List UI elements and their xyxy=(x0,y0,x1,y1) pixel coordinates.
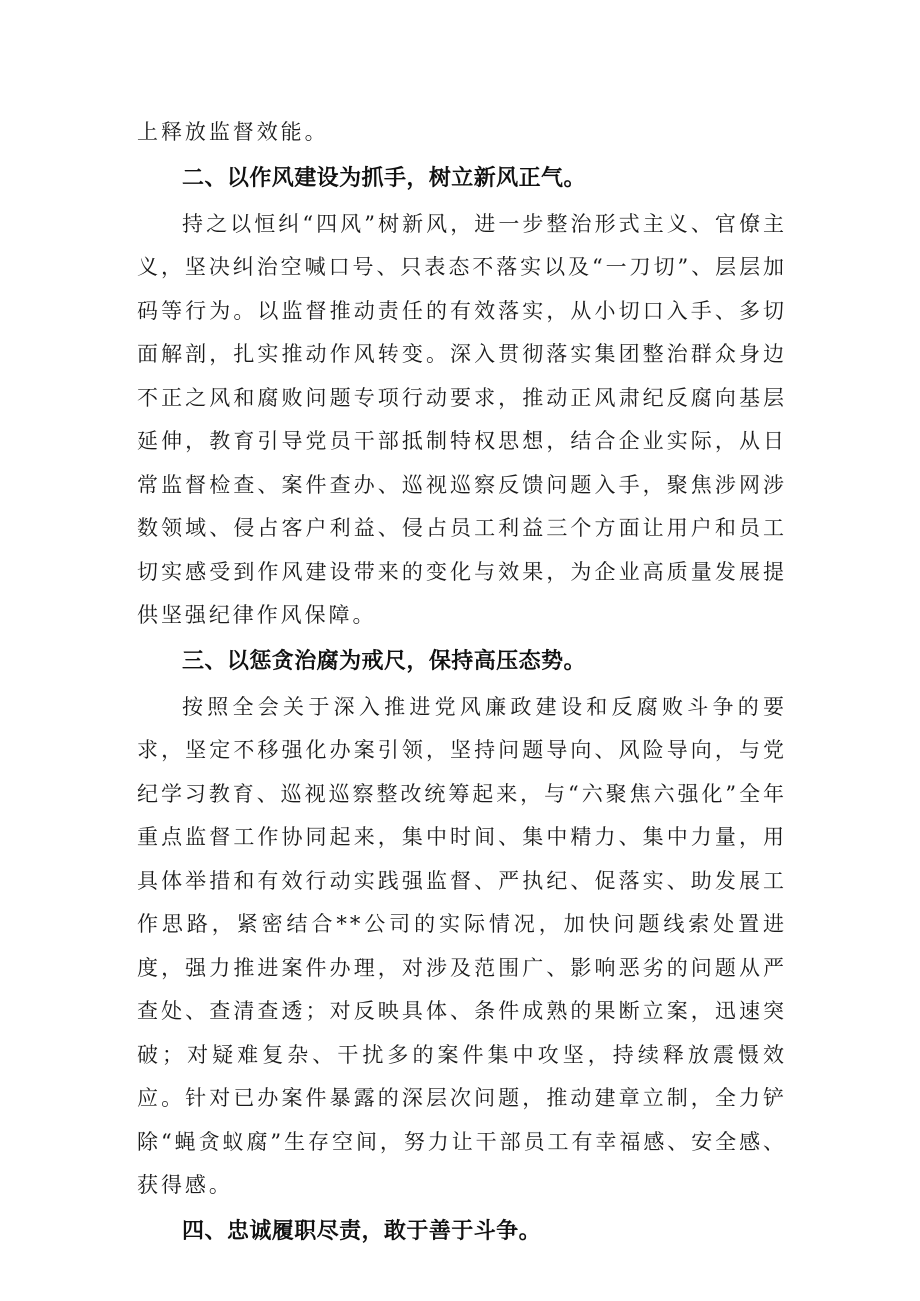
paragraph-continuation: 上释放监督效能。 xyxy=(137,120,329,144)
section-heading-2: 二、以作风建设为抓手，树立新风正气。 xyxy=(182,165,586,191)
paragraph-section-3: 按照全会关于深入推进党风廉政建设和反腐败斗争的要求，坚定不移强化办案引领，坚持问题导向、风险导向，与党纪学习教育、巡视巡察整改统筹起来，与“六聚焦六强化”全年重点监督工作协同起来，集中时间、集中精力、集中力量，用具体举措和有效行动实践强监督、严执纪、促落实、助发展工作思路，紧密结合**公司的实际情况，加快问题线索处置进度，强力推进案件办理，对涉及范围广、影响恶劣的问题从严查处、查清查透；对反映具体、条件成熟的果断立案，迅速突破；对疑难复杂、干扰多的案件集中攻坚，持续释放震慑效应。针对已办案件暴露的深层次问题，推动建章立制，全力铲除“蝇贪蚁腐”生存空间，努力让干部员工有幸福感、安全感、获得感。 xyxy=(137,694,787,1197)
document-body xyxy=(137,111,787,1256)
section-heading-3: 三、以惩贪治腐为戒尺，保持高压态势。 xyxy=(182,648,586,674)
paragraph-section-2: 持之以恒纠“四风”树新风，进一步整治形式主义、官僚主义，坚决纠治空喊口号、只表态不落实以及“一刀切”、层层加码等行为。以监督推动责任的有效落实，从小切口入手、多切面解剖，扎实推动作风转变。深入贯彻落实集团整治群众身边不正之风和腐败问题专项行动要求，推动正风肃纪反腐向基层延伸，教育引导党员干部抵制特权思想，结合企业实际，从日常监督检查、案件查办、巡视巡察反馈问题入手，聚焦涉网涉数领域、侵占客户利益、侵占员工利益三个方面让用户和员工切实感受到作风建设带来的变化与效果，为企业高质量发展提供坚强纪律作风保障。 xyxy=(137,211,787,627)
section-heading-4: 四、忠诚履职尽责，敢于善于斗争。 xyxy=(182,1218,542,1244)
